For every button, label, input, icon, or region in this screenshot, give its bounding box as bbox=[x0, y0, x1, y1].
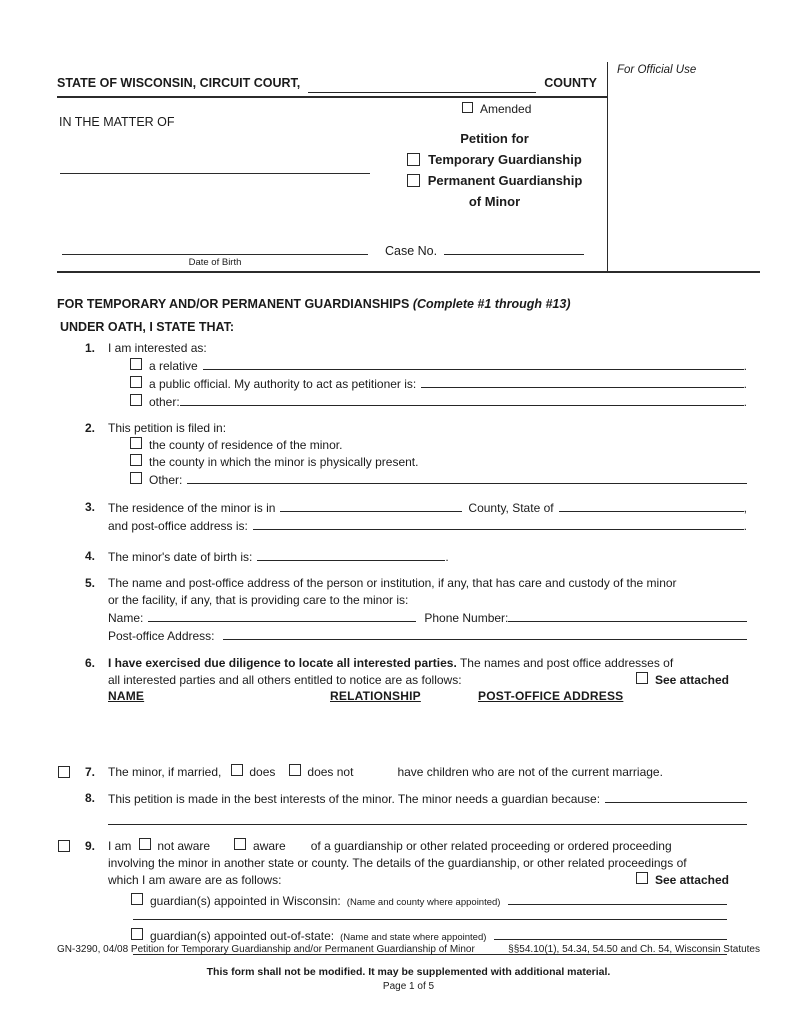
comma: , bbox=[743, 501, 747, 515]
form-title-line2: of Minor bbox=[468, 194, 521, 209]
item-2 bbox=[57, 420, 747, 489]
item-8-line1 bbox=[108, 790, 747, 808]
item-8 bbox=[57, 790, 747, 825]
item-2-number: 2. bbox=[85, 421, 96, 435]
item-7-line bbox=[108, 764, 747, 781]
custodian-name-row bbox=[108, 609, 747, 627]
other-interest-checkbox[interactable] bbox=[130, 394, 142, 406]
custodian-phone-field[interactable] bbox=[508, 609, 747, 622]
item-9-number: 9. bbox=[85, 839, 96, 853]
custodian-name-label: Name: bbox=[108, 611, 144, 625]
custodian-phone-label: Phone Number: bbox=[424, 611, 509, 625]
form-body bbox=[57, 296, 747, 955]
date-of-birth-label: Date of Birth bbox=[188, 257, 242, 268]
county-residence-checkbox[interactable] bbox=[130, 437, 142, 449]
permanent-guardianship-option bbox=[382, 170, 607, 191]
does-label: does bbox=[249, 765, 276, 779]
interested-parties-header-row bbox=[108, 689, 747, 706]
section-heading-note: (Complete #1 through #13) bbox=[412, 297, 571, 311]
minor-name-field[interactable] bbox=[60, 173, 370, 174]
county-name-field[interactable] bbox=[308, 81, 536, 93]
authority-field[interactable] bbox=[421, 375, 743, 388]
item-8-number: 8. bbox=[85, 791, 96, 805]
item-5-line1: The name and post-office address of the person or institution, if any, that has care and custody of the minor bbox=[108, 576, 677, 590]
item-9-line2: involving the minor in another state or county. The details of the guardianship, or other related proceedings of bbox=[108, 856, 687, 870]
other-county-option bbox=[108, 471, 747, 489]
see-attached-option-9 bbox=[636, 872, 729, 889]
section-heading-text: FOR TEMPORARY AND/OR PERMANENT GUARDIANSHIPS bbox=[57, 297, 410, 311]
in-the-matter-of-label: IN THE MATTER OF bbox=[59, 115, 175, 129]
postoffice-address-text: and post-office address is: bbox=[108, 519, 248, 533]
form-title-line1: Petition for bbox=[460, 131, 529, 146]
county-residence-label: the county of residence of the minor. bbox=[149, 438, 343, 452]
wisconsin-guardian-field-2[interactable] bbox=[133, 919, 727, 920]
public-official-label: a public official. My authority to act as petitioner is: bbox=[149, 377, 417, 391]
temporary-guardianship-checkbox[interactable] bbox=[407, 153, 420, 166]
see-attached-checkbox-6[interactable] bbox=[636, 672, 648, 684]
statute-citation: §§54.10(1), 54.34, 54.50 and Ch. 54, Wisconsin Statutes bbox=[508, 944, 760, 955]
item-3-number: 3. bbox=[85, 500, 96, 514]
item-9 bbox=[57, 838, 747, 955]
permanent-guardianship-label: Permanent Guardianship bbox=[427, 173, 583, 188]
does-not-label: does not bbox=[307, 765, 354, 779]
period: . bbox=[743, 519, 747, 533]
other-county-field[interactable] bbox=[187, 471, 747, 484]
see-attached-option-6 bbox=[636, 672, 729, 689]
item-4-number: 4. bbox=[85, 549, 96, 563]
item-6 bbox=[57, 655, 747, 764]
item-5-line2: or the facility, if any, that is providing care to the minor is: bbox=[108, 593, 409, 607]
item-9-line1 bbox=[108, 838, 747, 855]
wisconsin-guardian-field[interactable] bbox=[508, 892, 727, 905]
column-post-office-address: POST-OFFICE ADDRESS bbox=[478, 689, 624, 703]
best-interests-text: This petition is made in the best interests of the minor. The minor needs a guardian because: bbox=[108, 792, 601, 806]
item-4 bbox=[57, 548, 747, 566]
form-title bbox=[382, 128, 607, 212]
item-4-line bbox=[108, 548, 747, 566]
official-use-label: For Official Use bbox=[617, 64, 697, 76]
temporary-guardianship-option bbox=[382, 149, 607, 170]
custodian-address-row bbox=[108, 627, 747, 645]
permanent-guardianship-checkbox[interactable] bbox=[407, 174, 420, 187]
relative-label: a relative bbox=[149, 359, 198, 373]
item-3-line1 bbox=[108, 499, 747, 517]
interested-parties-blank-area[interactable] bbox=[108, 706, 747, 764]
guardian-because-field-2[interactable] bbox=[108, 824, 747, 825]
period: . bbox=[743, 377, 747, 391]
out-of-state-guardian-label: guardian(s) appointed out-of-state: bbox=[150, 929, 335, 943]
wisconsin-guardian-row bbox=[108, 892, 747, 911]
item-6-line1 bbox=[108, 655, 747, 672]
item-9-checkbox[interactable] bbox=[58, 840, 70, 852]
out-of-state-guardian-checkbox[interactable] bbox=[131, 928, 143, 940]
case-number-label: Case No. bbox=[385, 244, 438, 258]
item-6-line2 bbox=[108, 672, 747, 689]
custodian-address-field[interactable] bbox=[223, 627, 748, 640]
residence-state-text: County, State of bbox=[468, 501, 554, 515]
minor-dob-field[interactable] bbox=[257, 548, 445, 561]
footer-row bbox=[57, 944, 760, 955]
item-1-number: 1. bbox=[85, 341, 96, 355]
residence-state-field[interactable] bbox=[559, 499, 744, 512]
other-county-checkbox[interactable] bbox=[130, 472, 142, 484]
item-6-line2-text: all interested parties and all others entitled to notice are as follows: bbox=[108, 673, 462, 687]
custodian-name-field[interactable] bbox=[148, 609, 416, 622]
see-attached-checkbox-9[interactable] bbox=[636, 872, 648, 884]
wisconsin-guardian-label: guardian(s) appointed in Wisconsin: bbox=[150, 894, 341, 908]
residence-county-field[interactable] bbox=[280, 499, 462, 512]
county-present-option bbox=[108, 454, 747, 471]
amended-checkbox[interactable] bbox=[462, 102, 473, 113]
item-5-number: 5. bbox=[85, 576, 96, 590]
not-aware-label: not aware bbox=[157, 839, 211, 853]
other-interest-field[interactable] bbox=[180, 393, 744, 406]
item-7-number: 7. bbox=[85, 765, 96, 779]
children-text: have children who are not of the current marriage. bbox=[397, 765, 663, 779]
interested-other-option bbox=[108, 393, 747, 411]
minor-dob-text: The minor's date of birth is: bbox=[108, 550, 253, 564]
amended-option bbox=[462, 102, 531, 116]
does-not-checkbox[interactable] bbox=[289, 764, 301, 776]
temporary-guardianship-label: Temporary Guardianship bbox=[428, 152, 582, 167]
case-number-field[interactable] bbox=[444, 242, 584, 255]
period: . bbox=[445, 550, 449, 564]
interested-relative-option bbox=[108, 357, 747, 375]
item-6-lead-rest: The names and post office addresses of bbox=[459, 656, 674, 670]
postoffice-address-field[interactable] bbox=[253, 517, 744, 530]
out-of-state-guardian-note: (Name and state where appointed) bbox=[340, 932, 487, 943]
item-7-checkbox[interactable] bbox=[58, 766, 70, 778]
see-attached-label-6: See attached bbox=[654, 673, 729, 687]
form-number: GN-3290, 04/08 Petition for Temporary Guardianship and/or Permanent Guardianship of Minor bbox=[57, 944, 475, 955]
interested-official-option bbox=[108, 375, 747, 393]
proceeding-text: of a guardianship or other related proceeding or ordered proceeding bbox=[310, 839, 672, 853]
page-indicator: Page 1 of 5 bbox=[382, 981, 435, 992]
relative-field[interactable] bbox=[203, 357, 744, 370]
court-caption-row bbox=[57, 76, 607, 98]
relative-checkbox[interactable] bbox=[130, 358, 142, 370]
column-relationship: RELATIONSHIP bbox=[330, 689, 421, 703]
aware-follows-text: which I am aware are as follows: bbox=[108, 873, 282, 887]
county-present-label: the county in which the minor is physically present. bbox=[149, 455, 419, 469]
court-caption-suffix: COUNTY bbox=[544, 76, 597, 90]
minor-married-text: The minor, if married, bbox=[108, 765, 222, 779]
header-divider bbox=[607, 62, 608, 273]
not-aware-checkbox[interactable] bbox=[139, 838, 151, 850]
modification-notice: This form shall not be modified. It may be supplemented with additional material. bbox=[206, 966, 611, 978]
i-am-text: I am bbox=[108, 839, 132, 853]
item-5 bbox=[57, 575, 747, 645]
column-name: NAME bbox=[108, 689, 145, 703]
residence-text: The residence of the minor is in bbox=[108, 501, 276, 515]
form-footer bbox=[57, 944, 760, 992]
public-official-checkbox[interactable] bbox=[130, 376, 142, 388]
other-interest-label: other: bbox=[149, 395, 180, 409]
item-2-lead: This petition is filed in: bbox=[108, 421, 227, 435]
out-of-state-guardian-field[interactable] bbox=[494, 927, 727, 940]
aware-label: aware bbox=[253, 839, 286, 853]
item-7 bbox=[57, 764, 747, 781]
wisconsin-guardian-note: (Name and county where appointed) bbox=[346, 897, 501, 908]
item-6-number: 6. bbox=[85, 656, 96, 670]
oath-statement: UNDER OATH, I STATE THAT: bbox=[60, 320, 235, 334]
other-county-label: Other: bbox=[149, 473, 183, 487]
does-checkbox[interactable] bbox=[231, 764, 243, 776]
county-present-checkbox[interactable] bbox=[130, 454, 142, 466]
court-caption-prefix: STATE OF WISCONSIN, CIRCUIT COURT, bbox=[57, 76, 301, 90]
custodian-address-label: Post-office Address: bbox=[108, 629, 215, 643]
date-of-birth-field[interactable] bbox=[62, 254, 368, 255]
see-attached-label-9: See attached bbox=[654, 873, 729, 887]
period: . bbox=[743, 395, 747, 409]
amended-label: Amended bbox=[480, 102, 532, 116]
aware-checkbox[interactable] bbox=[234, 838, 246, 850]
county-residence-option bbox=[108, 437, 747, 454]
due-diligence-text: I have exercised due diligence to locate all interested parties. bbox=[108, 656, 457, 670]
item-1 bbox=[57, 340, 747, 411]
period: . bbox=[743, 359, 747, 373]
form-header bbox=[57, 60, 760, 273]
wisconsin-guardian-checkbox[interactable] bbox=[131, 893, 143, 905]
guardian-because-field[interactable] bbox=[605, 790, 747, 803]
item-3 bbox=[57, 499, 747, 535]
section-heading bbox=[57, 296, 747, 312]
case-number-row bbox=[385, 242, 584, 258]
item-9-line3 bbox=[108, 872, 747, 889]
item-3-line2 bbox=[108, 517, 747, 535]
item-1-lead: I am interested as: bbox=[108, 341, 207, 355]
